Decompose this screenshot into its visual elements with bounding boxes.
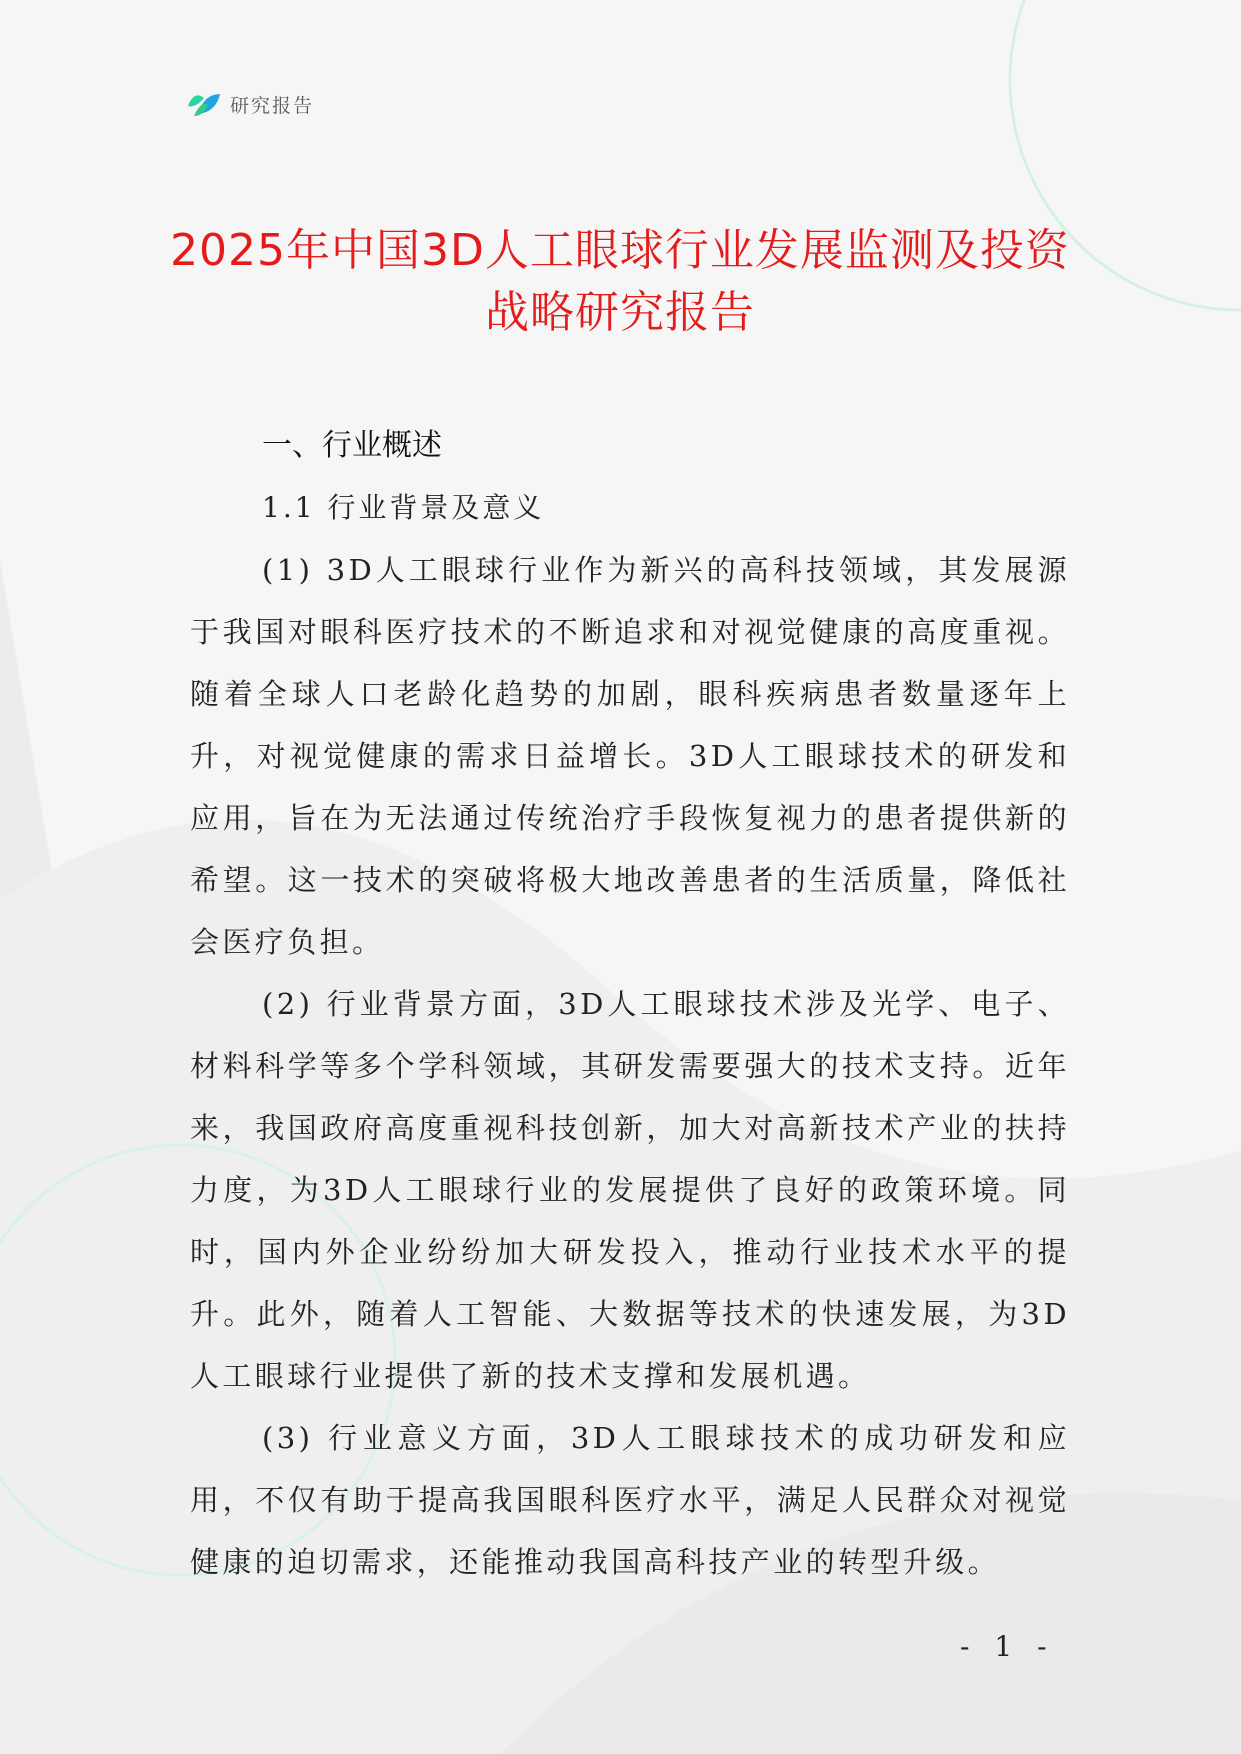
paragraph-3: (3) 行业意义方面，3D人工眼球技术的成功研发和应用，不仅有助于提高我国眼科医疗水平，满足人民群众对视觉健康的迫切需求，还能推动我国高科技产业的转型升级。 [190,1421,1070,1579]
leaf-logo-icon [186,88,222,120]
page-number: - 1 - [960,1630,1055,1663]
paragraph-1: (1) 3D人工眼球行业作为新兴的高科技领域，其发展源于我国对眼科医疗技术的不断追求和对视觉健康的高度重视。随着全球人口老龄化趋势的加剧，眼科疾病患者数量逐年上升，对视觉健康的需求日益增长。3D人工眼球技术的研发和应用，旨在为无法通过传统治疗手段恢复视力的患者提供新的希望。这一技术的突破将极大地改善患者的生活质量，降低社会医疗负担。 [190,553,1070,959]
section-heading: 一、行业概述 [262,428,442,463]
brand-text: 研究报告 [230,94,315,117]
document-body [190,415,1070,1593]
paragraph-2: (2) 行业背景方面，3D人工眼球技术涉及光学、电子、材料科学等多个学科领域，其研发需要强大的技术支持。近年来，我国政府高度重视科技创新，加大对高新技术产业的扶持力度，为3D人工眼球行业的发展提供了良好的政策环境。同时，国内外企业纷纷加大研发投入，推动行业技术水平的提升。此外，随着人工智能、大数据等技术的快速发展，为3D人工眼球行业提供了新的技术支撑和发展机遇。 [190,987,1070,1393]
document-title: 2025年中国3D人工眼球行业发展监测及投资战略研究报告 [170,225,1070,338]
sub-heading: 1.1 行业背景及意义 [262,491,545,524]
header-brand [186,88,314,120]
